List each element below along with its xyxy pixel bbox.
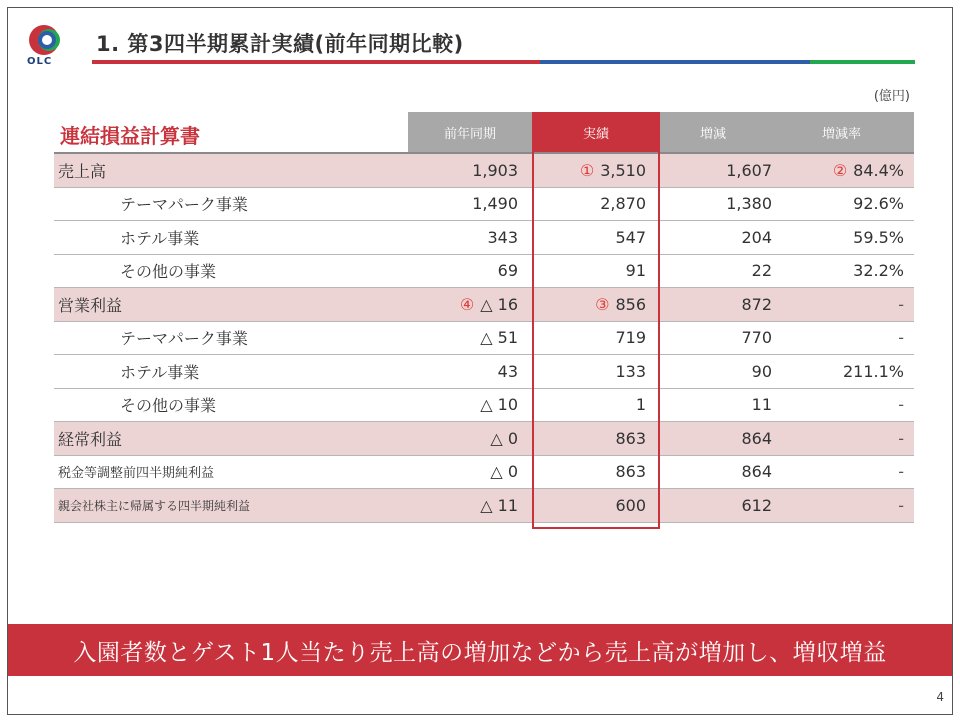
cell-prev: △ 10 — [480, 395, 518, 415]
cell-diff: 204 — [741, 227, 772, 247]
cell-diff: 770 — [741, 328, 772, 348]
marker-4: ④ — [459, 294, 475, 314]
cell-actual: 1 — [635, 395, 646, 415]
cell-prev: △ 0 — [490, 462, 518, 482]
cell-rate: - — [898, 462, 904, 482]
cell-prev — [408, 288, 518, 321]
cell-actual: 2,870 — [600, 194, 646, 214]
cell-diff: 864 — [741, 462, 772, 482]
cell-rate: - — [898, 328, 904, 348]
marker-2: ② — [832, 160, 848, 180]
cell-rate: - — [898, 495, 904, 515]
income-statement-table — [54, 112, 914, 523]
cell-rate: 92.6% — [853, 194, 904, 214]
cell-actual: 91 — [625, 261, 646, 281]
underline-red — [92, 60, 540, 64]
table-row — [54, 154, 914, 188]
cell-diff: 22 — [751, 261, 772, 281]
cell-rate: 211.1% — [842, 361, 904, 381]
column-header-rate: 増減率 — [784, 112, 914, 152]
cell-actual — [532, 154, 660, 187]
logo-text: OLC — [27, 56, 53, 67]
cell-diff: 90 — [751, 361, 772, 381]
cell-rate: - — [898, 294, 904, 314]
row-label: その他の事業 — [120, 396, 217, 416]
cell-prev: 343 — [487, 227, 518, 247]
page-number: 4 — [936, 690, 944, 704]
row-label: 税金等調整前四半期純利益 — [58, 466, 215, 482]
cell-diff: 612 — [741, 495, 772, 515]
cell-prev: 1,903 — [472, 160, 518, 180]
marker-3: ③ — [595, 294, 610, 314]
cell-prev: 69 — [497, 261, 518, 281]
cell-diff: 872 — [741, 294, 772, 314]
table-row — [54, 288, 914, 322]
cell-diff: 1,380 — [726, 194, 772, 214]
unit-label: (億円) — [873, 89, 910, 104]
cell-actual: 600 — [615, 495, 646, 515]
cell-prev: △ 51 — [480, 328, 518, 348]
column-header-diff: 増減 — [660, 112, 784, 152]
row-label: ホテル事業 — [120, 362, 200, 382]
cell-prev: 43 — [497, 361, 518, 381]
row-label: その他の事業 — [120, 262, 217, 282]
cell-diff: 864 — [741, 428, 772, 448]
underline-green — [810, 60, 915, 64]
row-label: テーマパーク事業 — [120, 195, 248, 215]
title-underline — [92, 60, 915, 64]
row-label: 営業利益 — [58, 295, 123, 315]
section-title: 連結損益計算書 — [60, 124, 200, 148]
cell-rate — [784, 154, 904, 187]
cell-actual: 133 — [615, 361, 646, 381]
marker-1: ① — [579, 160, 595, 180]
row-label: ホテル事業 — [120, 228, 200, 248]
row-label: 親会社株主に帰属する四半期純利益 — [58, 498, 251, 513]
cell-rate: 59.5% — [853, 227, 904, 247]
cell-rate-value: 84.4% — [853, 160, 904, 180]
table-row — [54, 322, 914, 356]
table-row — [54, 422, 914, 456]
cell-prev: △ 0 — [490, 428, 518, 448]
cell-diff: 11 — [751, 395, 772, 415]
page-title: 1. 第3四半期累計実績(前年同期比較) — [96, 32, 464, 56]
table-row — [54, 221, 914, 255]
cell-diff: 1,607 — [726, 160, 772, 180]
cell-actual: 863 — [615, 428, 646, 448]
cell-rate: - — [898, 395, 904, 415]
cell-actual — [532, 288, 660, 321]
cell-actual: 547 — [615, 227, 646, 247]
cell-prev-value: △ 16 — [480, 294, 518, 314]
summary-banner: 入園者数とゲスト1人当たり売上高の増加などから売上高が増加し、増収増益 — [8, 624, 952, 676]
table-row — [54, 489, 914, 523]
cell-prev: 1,490 — [472, 194, 518, 214]
table-row — [54, 456, 914, 490]
cell-rate: 32.2% — [853, 261, 904, 281]
cell-prev: △ 11 — [480, 495, 518, 515]
table-header — [54, 112, 914, 154]
row-label: 売上高 — [58, 161, 107, 181]
row-label: 経常利益 — [58, 429, 123, 449]
table-row — [54, 389, 914, 423]
table-row — [54, 255, 914, 289]
cell-actual-value: 3,510 — [600, 160, 646, 180]
underline-blue — [540, 60, 810, 64]
row-label: テーマパーク事業 — [120, 329, 248, 349]
column-header-actual: 実績 — [532, 112, 660, 152]
cell-actual: 719 — [615, 328, 646, 348]
table-row — [54, 188, 914, 222]
cell-actual: 863 — [615, 462, 646, 482]
table-row — [54, 355, 914, 389]
cell-rate: - — [898, 428, 904, 448]
cell-actual-value: 856 — [615, 294, 646, 314]
column-header-prev: 前年同期 — [408, 112, 532, 152]
